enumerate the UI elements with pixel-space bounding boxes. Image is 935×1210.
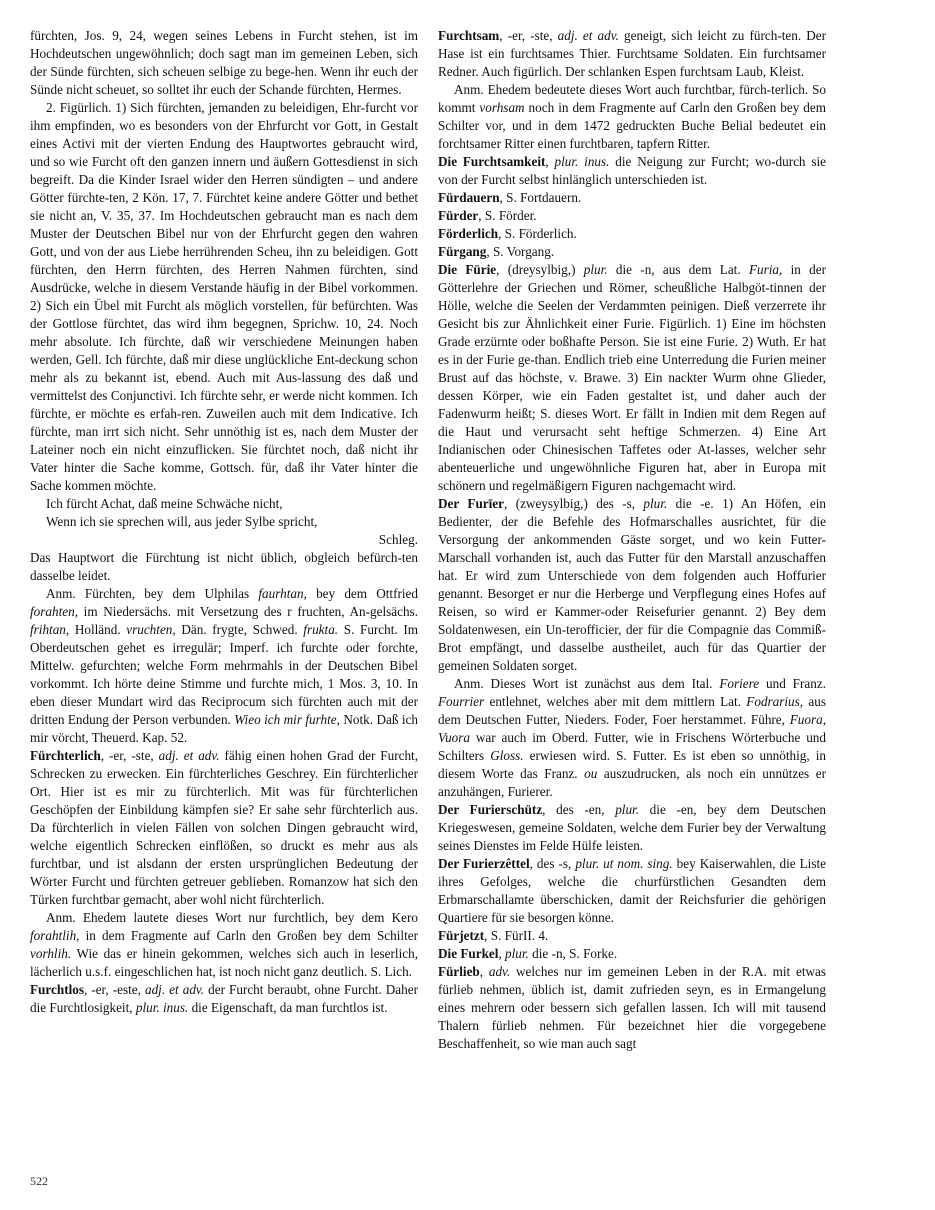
right-paragraph: Die Fürie, (dreysylbig,) plur. die -n, aus dem Lat. Furia, in der Götterlehre der Griechen und Römer, scheußliche Halbgöt-tinnen der Hölle, welche die Seelen der Verdammten peinigen. Dieß verzerrete ihr Gesicht bis zur Ähnlichkeit einer Furie. Figürlich. 1) Eine im höchsten Grade erzürnte oder boßhafte Person. Sie ist eine Furie. 2) Wuth. Er hat es in der Furie ge-than. Endlich trieb eine Unterredung die Furien meiner Brust auf das höchste, v. Brawe. 3) Ein nackter Wurm ohne Glieder, dessen Körper, wie ein Faden gestaltet ist, und daher auch der Fadenwurm heißt; S. dieses Wort. Er fällt in Indien mit dem Regen auf die Haut und verursacht seht heftige Schmerzen. 4) Eine Art Indianischen oder Chinesischen Taffetes oder At-lasses, welcher sehr abenteuerliche und ungewöhnliche Figuren hat, aber in Europa mit schönern und regelmäßigern Figuren nachgemacht wird. <box>438 262 826 493</box>
right-paragraph: Der Furīer, (zweysylbig,) des -s, plur. die -e. 1) An Höfen, ein Bedienter, der die Befehle des Hofmarschalles ausrichtet, für die Versorgung der ankommenden Gäste sorget, und wo kein Futter-Marschall vorhanden ist, auch das Futter für den Marstall anzuschaffen hat. Er wird zum Unterschiede von dem folgenden auch Hoffurier genannt. Besorget er nur die Herberge und Verpflegung eines Hofes auf Reisen, so wird er Kammer-oder Reisefurier genannt. 2) Bey dem Soldatenwesen, ein Un-terofficier, der für die Compagnie das Commiß-Brot empfängt, und dasselbe austheilet, auch für das Quartier der gemeinen Soldaten sorget. <box>438 496 827 673</box>
left-paragraph: Schleg. <box>378 532 418 547</box>
left-paragraph: Anm. Ehedem lautete dieses Wort nur furchtlich, bey dem Kero forahtlih, in dem Fragmente auf Carln den Großen bey dem Schilter vorhlih. Wie das er hinein gekommen, welches sich auch in leserlich, lächerlich u.s.f. eingeschlichen hat, ist noch nicht ganz deutlich. S. Lich. <box>30 910 418 979</box>
left-paragraph: Anm. Fürchten, bey dem Ulphilas faurhtan, bey dem Ottfried forahten, im Niedersächs. mit Versetzung des r fruchten, An-gelsächs. frihtan, Holländ. vruchten, Dän. frygte, Schwed. frukta. S. Furcht. Im Oberdeutschen gehet es irregulär; Imperf. ich furchte oder forchte, Mittelw. gefurchten; welche Form mehrmahls in der Deutschen Bibel vorkommt. Ich hörte deine Stimme und furchte mich, 1 Mos. 3, 10. In eben dieser Mundart wird das Reciprocum sich fürchten auch mit der dritten Endung der Person verbunden. Wieo ich mir furhte, Notk. Daß ich mir vörcht, Theuerd. Kap. 52. <box>30 586 418 745</box>
left-paragraph: Das Hauptwort die Fürchtung ist nicht üblich, obgleich befürch-ten dasselbe leidet. <box>30 550 418 583</box>
page-number: 522 <box>30 1174 48 1188</box>
right-paragraph: Anm. Ehedem bedeutete dieses Wort auch furchtbar, fürch-terlich. So kommt vorhsam noch in dem Fragmente auf Carln den Großen bey dem Schilter vor, und in dem 1472 gedruckten Buche Belial bedeutet ein forchtsamer Ritter einen furchtbaren, tapfern Ritter. <box>438 82 826 151</box>
right-paragraph: Fürder, S. Förder. <box>438 208 537 223</box>
right-paragraph: Die Furkel, plur. die -n, S. Forke. <box>438 946 618 961</box>
right-paragraph: Anm. Dieses Wort ist zunächst aus dem Ital. Foriere und Franz. Fourrier entlehnet, welches aber mit dem mittlern Lat. Fodrarius, aus dem Deutschen Futter, Nieders. Foder, Foer herstammet. Führe, Fuora, Vuora war auch im Oberd. Futter, wie in Frischens Wörterbuche und Schilters Gloss. erwiesen wird. S. Futter. Es ist eben so unnöthig, in diesem Worte das Franz. ou auszudrucken, als noch ein unnützes er anzuhängen, Furierer. <box>438 676 826 799</box>
right-paragraph: Fürjetzt, S. FürII. 4. <box>438 928 549 943</box>
right-paragraph: Der Furierschütz, des -en, plur. die -en, bey dem Deutschen Kriegeswesen, gemeine Soldaten, welche dem Furier bey der Verwaltung seines Dienstes im Felde Hülfe leisten. <box>438 802 826 853</box>
left-paragraph: Fürchterlich, -er, -ste, adj. et adv. fähig einen hohen Grad der Furcht, Schrecken zu erwecken. Ein fürchterliches Geschrey. Ein fürchterlicher Ort. Hier ist es mir zu fürchterlich. Mit was für fürchterlichen Geschöpfen der Einbildung kämpfen sie? Er sahe sehr fürchterlich aus. Da fürchterlich in vielen Fällen von solchen Dingen gebraucht wird, welche eigentlich Schrecken einflößen, so druckt es mehr aus als furchtbar, und ist alsdann der ersten ursprünglichen Bedeutung der Wörter Furcht und fürchten getreuer geblieben. Romanzow hat sich den Türken furchtbar gemacht, aber wohl nicht fürchterlich. <box>30 748 419 907</box>
right-paragraph: Fürdauern, S. Fortdauern. <box>438 190 582 205</box>
right-paragraph: Furchtsam, -er, -ste, adj. et adv. geneigt, sich leicht zu fürch-ten. Der Hase ist ein furchtsames Thier. Furchtsame Soldaten. Ein furchtsamer Redner. Auch figürlich. Der schlanken Espen furchtsam Laub, Kleist. <box>438 28 826 79</box>
right-paragraph: Förderlich, S. Förderlich. <box>438 226 577 241</box>
right-paragraph: Fürlieb, adv. welches nur im gemeinen Leben in der R.A. mit etwas fürlieb nehmen, üblich ist, damit zufrieden seyn, es in Ermangelung eines mehrern oder bessern sich gefallen lassen. Ich will mit tausend Thalern fürlieb nehmen. Für bezeichnet hier die vorgegebene Beschaffenheit, so wie man auch sagt <box>438 964 826 1051</box>
left-paragraph: Furchtlos, -er, -este, adj. et adv. der Furcht beraubt, ohne Furcht. Daher die Furchtlosigkeit, plur. inus. die Eigenschaft, da man furchtlos ist. <box>30 982 418 1015</box>
left-column <box>30 27 418 1017</box>
left-paragraph: 2. Figürlich. 1) Sich fürchten, jemanden zu beleidigen, Ehr-furcht vor ihm empfinden, wo es besonders von der Ehrfurcht vor Gott, in Gestalt eines Activi mit der vierten Endung des Hauptwortes gebraucht wird, und so wie Furcht oft den ganzen innern und äußern Gottesdienst in sich begreift. Da die Kinder Israel wider den Herren sündigten – und andere Götter fürchte-ten, 2 Kön. 17, 7. Fürchtet keine andere Götter und bethet sie nicht an, V. 35, 37. Im Hochdeutschen gebraucht man es nach dem Muster der Deutschen Bibel nur von der Ehrfurcht gegen den wahren Gott, und von der aus Liebe herrührenden Scheu, ihn zu beleidigen. Gott fürchten, den Herrn fürchten, des Herren Nahmen fürchten, sind Ausdrücke, welche in diesem Verstande häufig in der Bibel vorkommen. 2) Sich ein Übel mit Furcht als möglich vorstellen, für befürchten. Was der Gottlose fürchtet, das wird ihm begegnen, Sprichw. 10, 24. Noch mehr absolute. Ich fürchte, daß wir verschiedene Meinungen haben werden, Gell. Ich fürchte, daß mir diese unglückliche Ent-deckung schon mehr als zu bekannt ist, ebend. Auch mit Aus-lassung des daß und vermittelst des Conjunctivi. Ich fürchte sehr, er werde nicht kommen. Ich fürchte, er möchte es erfah-ren. Zuweilen auch mit dem Indicative. Ich fürchte, man irrt sich nicht. Sehr unnöthig ist es, nach dem Muster der Lateiner noch ein nicht einzuflicken. Sie fürchtet noch, daß nicht ihr Vater hinter die Sache komme, Gottsch. für, daß ihr Vater hinter die Sache kommen möchte. <box>30 100 418 493</box>
left-paragraph: Ich fürcht Achat, daß meine Schwäche nicht, <box>46 496 283 511</box>
right-paragraph: Die Furchtsamkeit, plur. inus. die Neigung zur Furcht; wo-durch sie von der Furcht selbst hinlänglich unterschieden ist. <box>438 154 826 187</box>
right-paragraph: Der Furierzêttel, des -s, plur. ut nom. sing. bey Kaiserwahlen, die Liste ihres Gefolges, welche die churfürstlichen Gesandten dem Erbmarschallamte überschicken, damit der Reichsfurier die gehörigen Quartiere für sie besorgen könne. <box>438 856 826 925</box>
left-paragraph: fürchten, Jos. 9, 24, wegen seines Lebens in Furcht stehen, ist im Hochdeutschen ungewöhnlich; doch sagt man im gemeinen Leben, sich der Sünde fürchten, sich scheuen selbige zu bege-hen. Wenn ihr euch der Sünde nicht scheuet, so solltet ihr euch der Schande fürchten, Hermes. <box>30 28 418 97</box>
left-paragraph: Wenn ich sie sprechen will, aus jeder Sylbe spricht, <box>46 514 318 529</box>
right-paragraph: Fürgang, S. Vorgang. <box>438 244 555 259</box>
right-column <box>438 27 826 1053</box>
